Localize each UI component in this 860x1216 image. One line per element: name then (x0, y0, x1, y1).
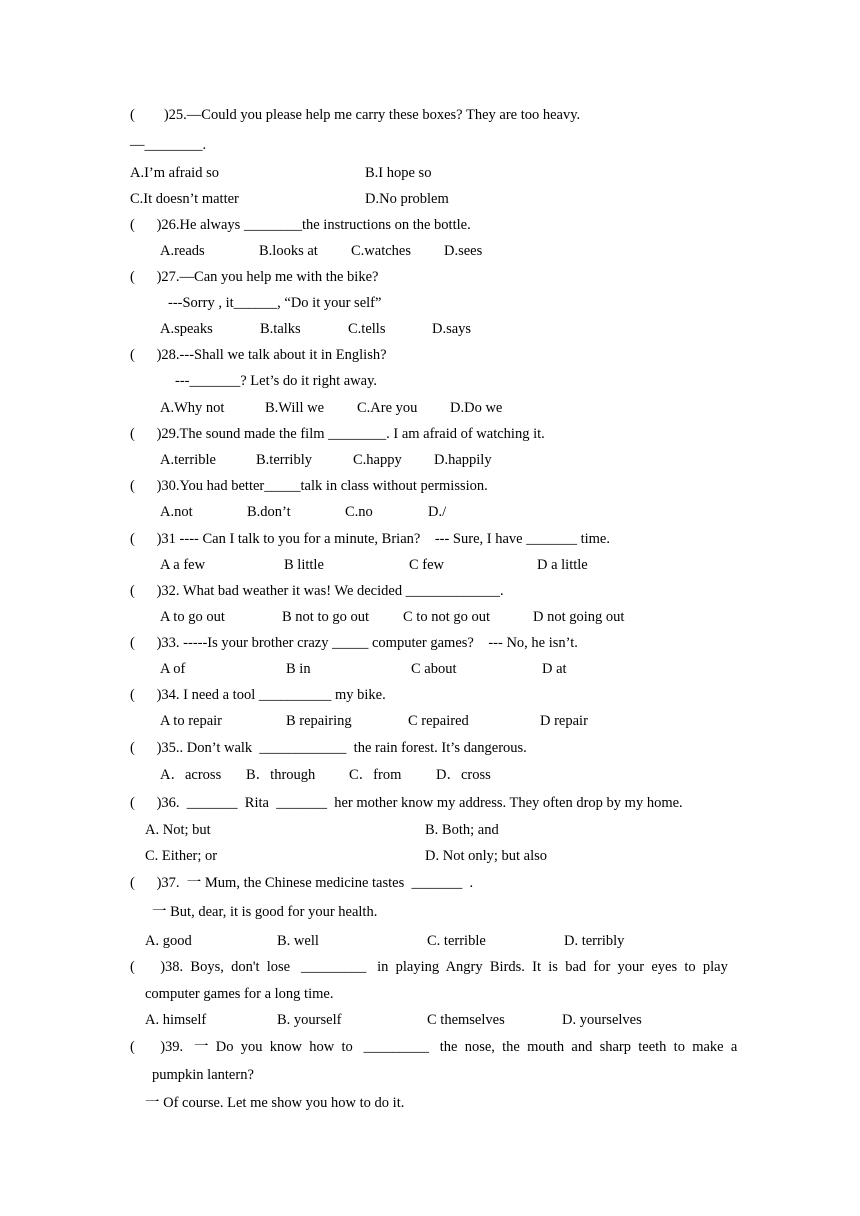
q25-option-d: D.No problem (365, 191, 449, 207)
q33-option-d: D at (542, 661, 567, 677)
q34-option-b: B repairing (286, 713, 352, 729)
q36-option-c: C. Either; or (145, 848, 218, 864)
q31-stem: ( )31 ---- Can I talk to you for a minute, Brian? --- Sure, I have _______ time. (130, 531, 610, 547)
q26-stem: ( )26.He always ________the instructions on the bottle. (130, 217, 471, 233)
q34-stem: ( )34. I need a tool __________ my bike. (130, 687, 386, 703)
q27-option-d: D.says (432, 321, 472, 337)
q34-option-a: A to repair (160, 713, 223, 729)
q36-option-b: B. Both; and (425, 822, 499, 838)
q39-reply: 一 Of course. Let me show you how to do it. (145, 1095, 405, 1111)
q32-stem: ( )32. What bad weather it was! We decided _____________. (130, 583, 504, 599)
q25-stem: ( )25.—Could you please help me carry these boxes? They are too heavy. (130, 107, 581, 123)
q27-option-b: B.talks (260, 321, 301, 337)
q37-option-a: A. good (145, 933, 192, 949)
q37-reply: 一 But, dear, it is good for your health. (152, 904, 378, 920)
q30-option-b: B.don’t (247, 504, 291, 520)
q31-option-b: B little (284, 557, 324, 573)
q27-option-c: C.tells (348, 321, 386, 337)
q29-option-b: B.terribly (256, 452, 312, 468)
q38-option-c: C themselves (427, 1012, 505, 1028)
q37-option-c: C. terrible (427, 933, 486, 949)
q37-option-d: D. terribly (564, 933, 625, 949)
q35-option-a: A．across (160, 767, 222, 783)
q38-option-a: A. himself (145, 1012, 207, 1028)
q32-option-c: C to not go out (403, 609, 491, 625)
q30-option-c: C.no (345, 504, 373, 520)
q35-option-c: C．from (349, 767, 402, 783)
q35-option-b: B．through (246, 767, 316, 783)
q38-option-b: B. yourself (277, 1012, 342, 1028)
q32-option-d: D not going out (533, 609, 625, 625)
q25-option-b: B.I hope so (365, 165, 432, 181)
q28-option-c: C.Are you (357, 400, 418, 416)
q26-option-d: D.sees (444, 243, 483, 259)
q31-option-a: A a few (160, 557, 206, 573)
q30-stem: ( )30.You had better_____talk in class without permission. (130, 478, 488, 494)
q39-cont: pumpkin lantern? (152, 1067, 254, 1083)
q27-stem: ( )27.—Can you help me with the bike? (130, 269, 379, 285)
q29-stem: ( )29.The sound made the film ________. I am afraid of watching it. (130, 426, 545, 442)
q27-reply: ---Sorry , it______, “Do it your self” (168, 295, 382, 311)
q33-option-a: A of (160, 661, 186, 677)
q30-option-a: A.not (160, 504, 193, 520)
q35-stem: ( )35.. Don’t walk ____________ the rain forest. It’s dangerous. (130, 740, 527, 756)
q28-reply: ---_______? Let’s do it right away. (175, 373, 378, 389)
q37-stem: ( )37. 一 Mum, the Chinese medicine tastes _______ . (130, 875, 474, 891)
q38-stem: ( )38. Boys, don't lose _________ in playing Angry Birds. It is bad for your eyes to play (130, 959, 728, 975)
q25-reply: —________. (130, 137, 207, 153)
q32-option-b: B not to go out (282, 609, 370, 625)
q37-option-b: B. well (277, 933, 319, 949)
q29-option-d: D.happily (434, 452, 492, 468)
q30-option-d: D./ (428, 504, 447, 520)
q34-option-d: D repair (540, 713, 588, 729)
q25-option-c: C.It doesn’t matter (130, 191, 239, 207)
q31-option-c: C few (409, 557, 445, 573)
q25-option-a: A.I’m afraid so (130, 165, 219, 181)
q27-option-a: A.speaks (160, 321, 213, 337)
q38-option-d: D. yourselves (562, 1012, 642, 1028)
q28-stem: ( )28.---Shall we talk about it in English? (130, 347, 387, 363)
q39-stem: ( )39. 一 Do you know how to _________ the nose, the mouth and sharp teeth to make a (130, 1039, 738, 1055)
q26-option-c: C.watches (351, 243, 411, 259)
q26-option-b: B.looks at (259, 243, 318, 259)
q32-option-a: A to go out (160, 609, 225, 625)
q35-option-d: D．cross (436, 767, 491, 783)
q36-option-a: A. Not; but (145, 822, 211, 838)
q36-option-d: D. Not only; but also (425, 848, 548, 864)
q31-option-d: D a little (537, 557, 588, 573)
q33-stem: ( )33. -----Is your brother crazy _____ computer games? --- No, he isn’t. (130, 635, 578, 651)
q28-option-d: D.Do we (450, 400, 503, 416)
q36-stem: ( )36. _______ Rita _______ her mother know my address. They often drop by my home. (130, 795, 683, 811)
q26-option-a: A.reads (160, 243, 205, 259)
q28-option-a: A.Why not (160, 400, 225, 416)
q29-option-c: C.happy (353, 452, 402, 468)
q33-option-c: C about (411, 661, 457, 677)
q29-option-a: A.terrible (160, 452, 216, 468)
q33-option-b: B in (286, 661, 311, 677)
q38-cont: computer games for a long time. (145, 986, 334, 1002)
q28-option-b: B.Will we (265, 400, 325, 416)
q34-option-c: C repaired (408, 713, 469, 729)
